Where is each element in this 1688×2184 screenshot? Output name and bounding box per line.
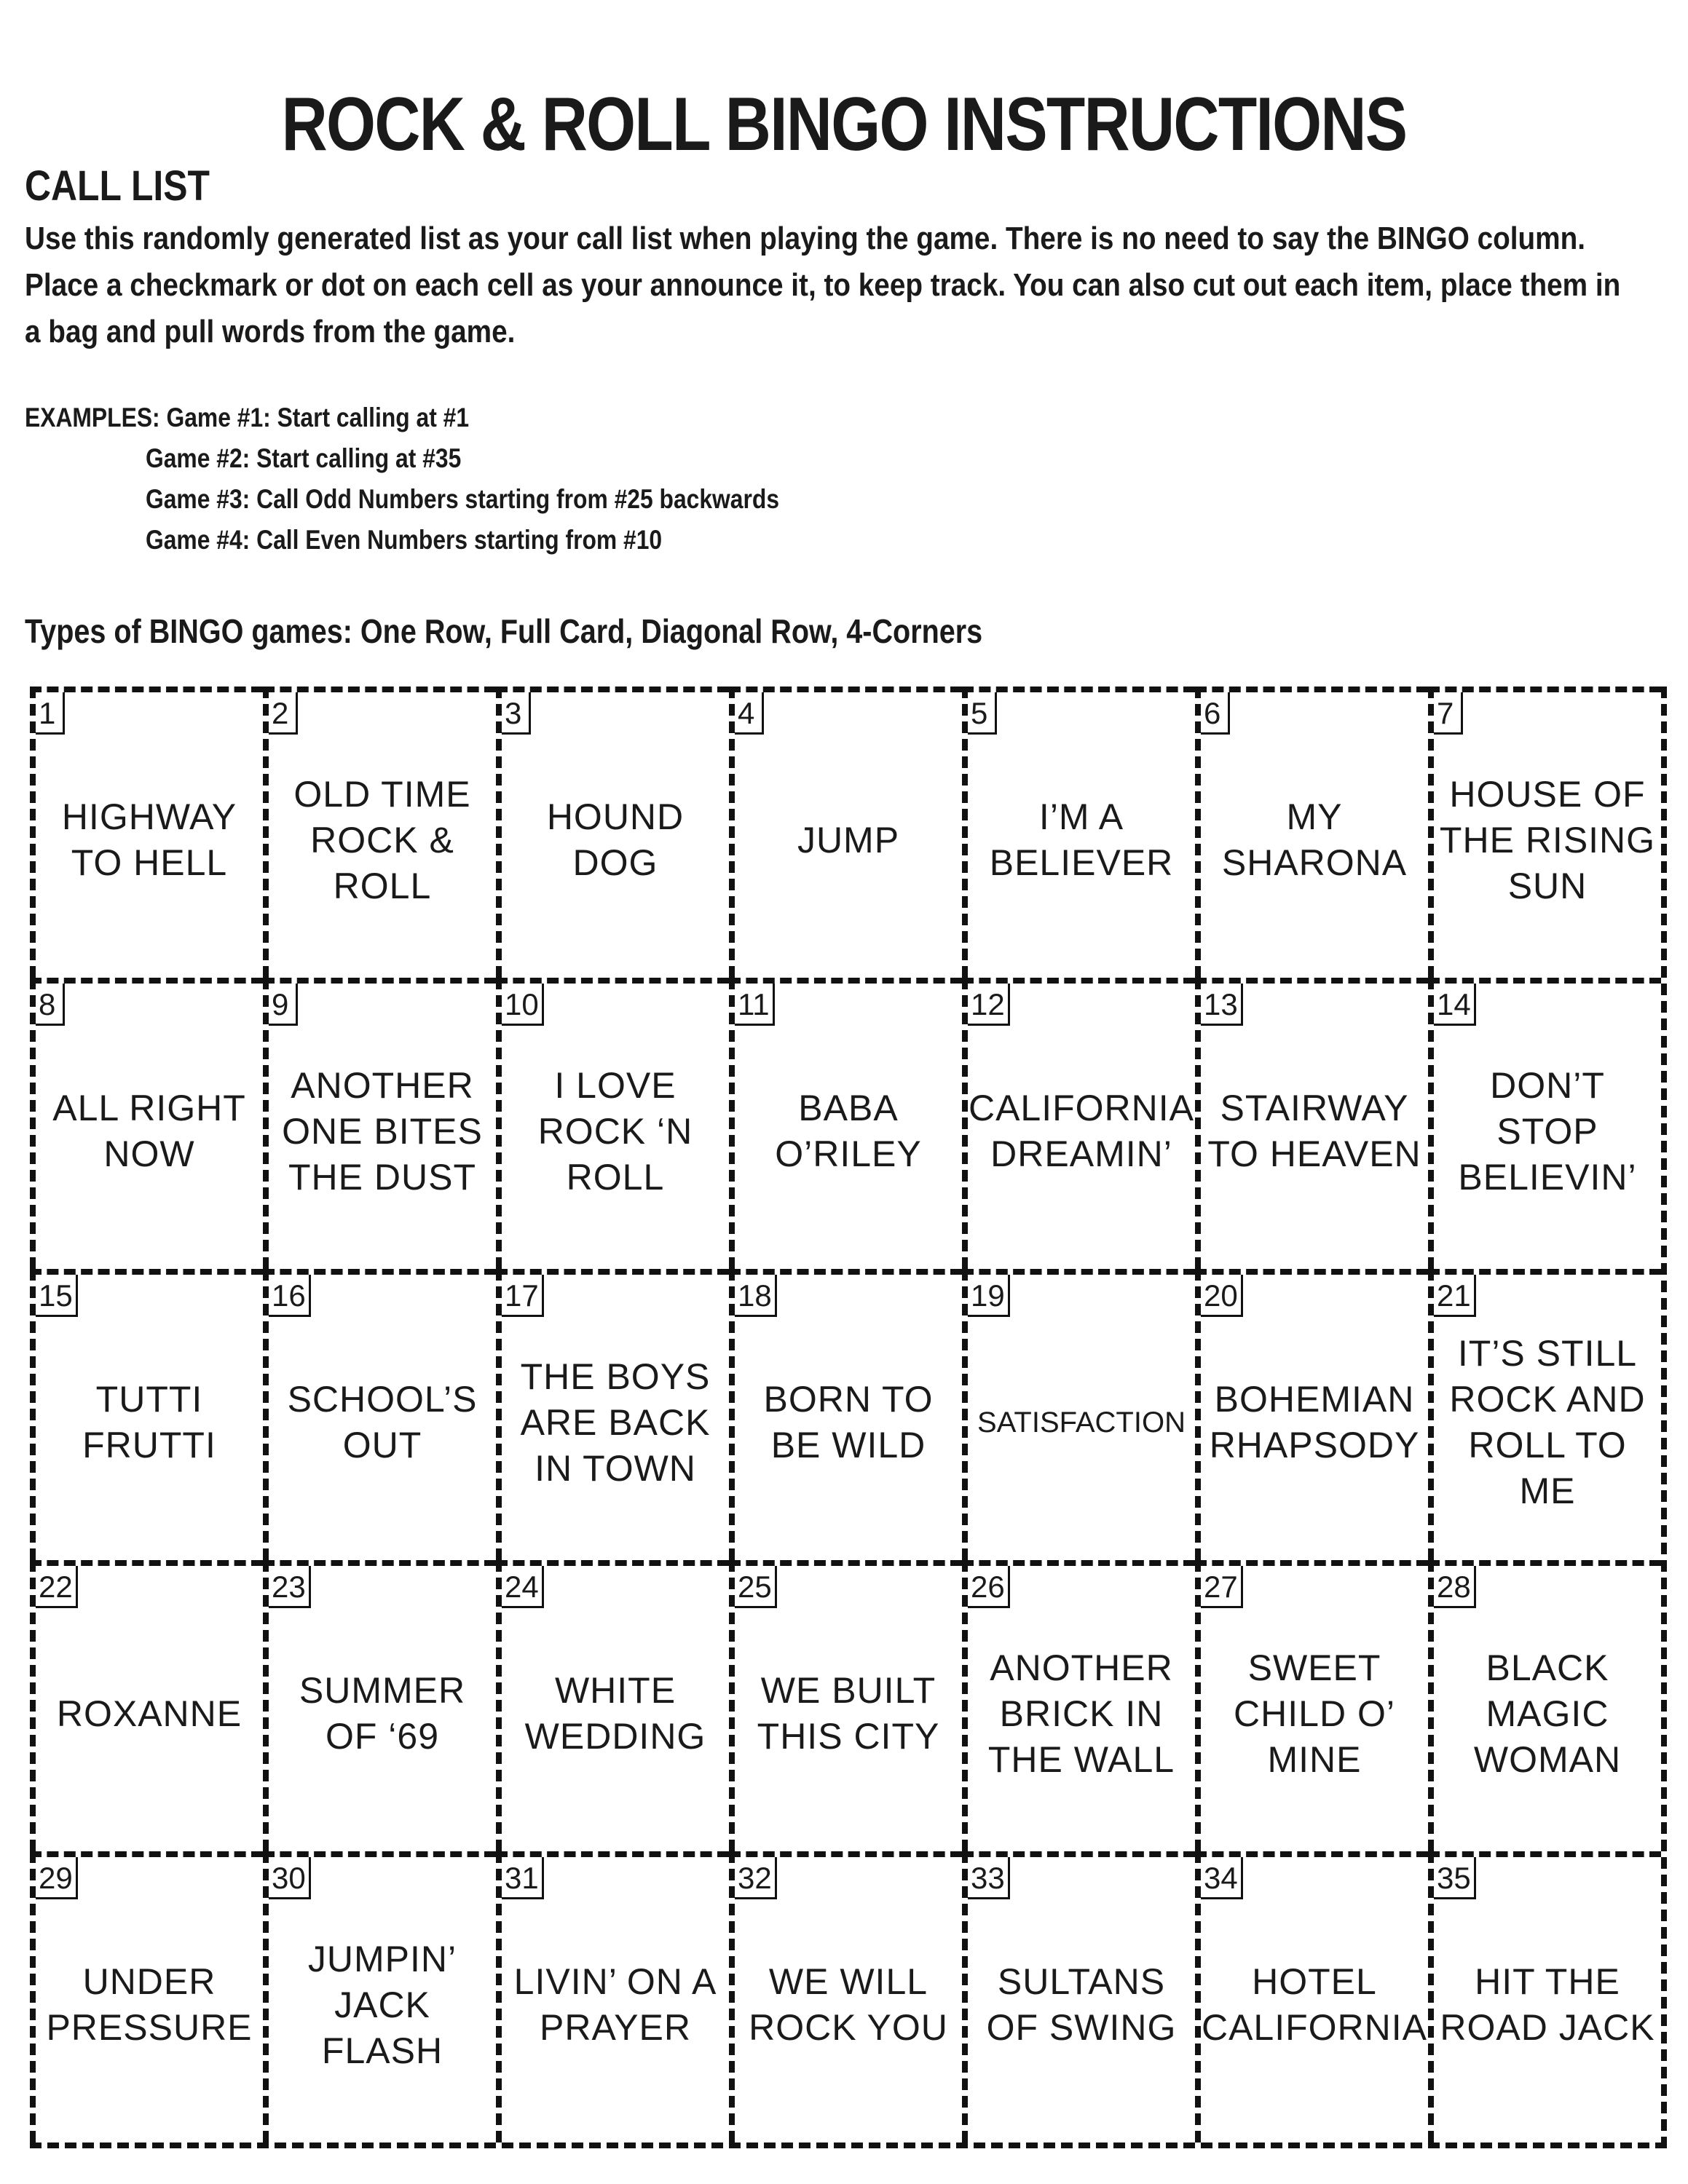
song-title: SWEET CHILD O’ MINE [1234,1647,1395,1780]
song-title: SATISFACTION [977,1406,1186,1439]
cell-number: 35 [1434,1857,1476,1899]
call-cell [962,978,1195,1269]
call-list-heading: CALL LIST [25,162,210,210]
cell-number: 4 [735,692,764,735]
cell-number: 19 [968,1275,1010,1317]
call-cell [1428,978,1661,1269]
song-title: ANOTHER BRICK IN THE WALL [987,1647,1175,1780]
call-cell [729,687,962,978]
song-title: JUMPIN’ JACK FLASH [307,1938,457,2071]
song-title: SULTANS OF SWING [986,1961,1177,2048]
song-title: CALIFORNIA DREAMIN’ [968,1088,1195,1174]
song-title: WE BUILT THIS CITY [757,1670,940,1757]
call-cell [1428,1269,1661,1560]
cell-number: 3 [502,692,531,735]
call-cell [496,1851,729,2143]
call-list-grid [30,687,1667,2148]
cell-number: 27 [1201,1566,1243,1608]
cell-number: 20 [1201,1275,1243,1317]
cell-number: 33 [968,1857,1010,1899]
call-cell [729,1269,962,1560]
call-cell [30,1560,263,1851]
cell-number: 6 [1201,692,1230,735]
cell-number: 9 [269,984,298,1026]
call-cell [263,1269,496,1560]
song-title: WE WILL ROCK YOU [749,1961,948,2048]
song-title: THE BOYS ARE BACK IN TOWN [520,1356,711,1489]
song-title: HOUND DOG [546,796,685,883]
cell-number: 10 [502,984,544,1026]
song-title: BLACK MAGIC WOMAN [1473,1647,1622,1780]
cell-number: 14 [1434,984,1476,1026]
cell-number: 25 [735,1566,777,1608]
call-cell [30,1851,263,2143]
cell-number: 28 [1434,1566,1476,1608]
call-cell [962,1269,1195,1560]
call-cell [962,1560,1195,1851]
call-cell [263,687,496,978]
cell-number: 12 [968,984,1010,1026]
cell-number: 32 [735,1857,777,1899]
call-cell [496,687,729,978]
call-cell [30,687,263,978]
song-title: JUMP [797,819,900,860]
game-types: Types of BINGO games: One Row, Full Card, Diagonal Row, 4-Corners [25,612,983,650]
song-title: SCHOOL’S OUT [287,1379,478,1465]
cell-number: 31 [502,1857,544,1899]
page-title: ROCK & ROLL BINGO INSTRUCTIONS [281,82,1407,167]
song-title: ALL RIGHT NOW [52,1088,246,1174]
song-title: SUMMER OF ‘69 [299,1670,466,1757]
cell-number: 34 [1201,1857,1243,1899]
example-line: Game #3: Call Odd Numbers starting from #25 backwards [145,484,780,514]
song-title: TUTTI FRUTTI [82,1379,216,1465]
song-title: MY SHARONA [1221,796,1408,883]
song-title: I LOVE ROCK ‘N ROLL [537,1064,693,1198]
call-cell [1428,1560,1661,1851]
example-line: EXAMPLES: Game #1: Start calling at #1 [25,403,470,432]
call-cell [1195,687,1428,978]
song-title: BORN TO BE WILD [763,1379,934,1465]
call-cell [30,1269,263,1560]
call-cell [1195,978,1428,1269]
call-cell [729,978,962,1269]
cell-number: 30 [269,1857,311,1899]
song-title: WHITE WEDDING [524,1670,706,1757]
song-title: UNDER PRESSURE [46,1961,253,2048]
song-title: STAIRWAY TO HEAVEN [1207,1088,1421,1174]
song-title: HOTEL CALIFORNIA [1201,1961,1428,2048]
call-cell [729,1560,962,1851]
example-line: Game #4: Call Even Numbers starting from #10 [145,525,663,555]
call-cell [30,978,263,1269]
cell-number: 2 [269,692,298,735]
cell-number: 13 [1201,984,1243,1026]
cell-number: 7 [1434,692,1463,735]
cell-number: 8 [36,984,65,1026]
song-title: ROXANNE [56,1693,242,1734]
call-cell [263,978,496,1269]
song-title: BABA O’RILEY [775,1088,922,1174]
call-cell [263,1560,496,1851]
song-title: IT’S STILL ROCK AND ROLL TO ME [1449,1333,1646,1511]
call-cell [962,687,1195,978]
song-title: HIT THE ROAD JACK [1440,1961,1655,2048]
examples-block [25,397,779,561]
song-title: ANOTHER ONE BITES THE DUST [282,1064,483,1198]
call-cell [496,1269,729,1560]
cell-number: 5 [968,692,997,735]
call-cell [962,1851,1195,2143]
call-cell [263,1851,496,2143]
song-title: LIVIN’ ON A PRAYER [513,1961,717,2048]
cell-number: 11 [735,984,775,1026]
cell-number: 15 [36,1275,78,1317]
call-cell [1428,687,1661,978]
cell-number: 1 [36,692,65,735]
call-cell [496,1560,729,1851]
call-cell [1195,1560,1428,1851]
example-line: Game #2: Start calling at #35 [145,443,462,473]
song-title: HIGHWAY TO HELL [61,796,237,883]
instructions-paragraph: Use this randomly generated list as your call list when playing the game. There is no need to say the BINGO column. Place a checkmark or dot on each cell as your announce it, to keep track. You can also cut out each item, place them in a bag and pull words from the game. [25,221,1621,349]
cell-number: 24 [502,1566,544,1608]
cell-number: 18 [735,1275,777,1317]
call-cell [729,1851,962,2143]
cell-number: 23 [269,1566,311,1608]
song-title: I’M A BELIEVER [989,796,1174,883]
song-title: BOHEMIAN RHAPSODY [1209,1379,1420,1465]
call-cell [1428,1851,1661,2143]
song-title: HOUSE OF THE RISING SUN [1439,773,1656,906]
call-cell [496,978,729,1269]
call-cell [1195,1851,1428,2143]
cell-number: 16 [269,1275,311,1317]
cell-number: 29 [36,1857,78,1899]
song-title: DON’T STOP BELIEVIN’ [1458,1064,1637,1198]
cell-number: 21 [1434,1275,1476,1317]
cell-number: 26 [968,1566,1010,1608]
cell-number: 22 [36,1566,78,1608]
song-title: OLD TIME ROCK & ROLL [293,773,471,906]
cell-number: 17 [502,1275,544,1317]
call-cell [1195,1269,1428,1560]
